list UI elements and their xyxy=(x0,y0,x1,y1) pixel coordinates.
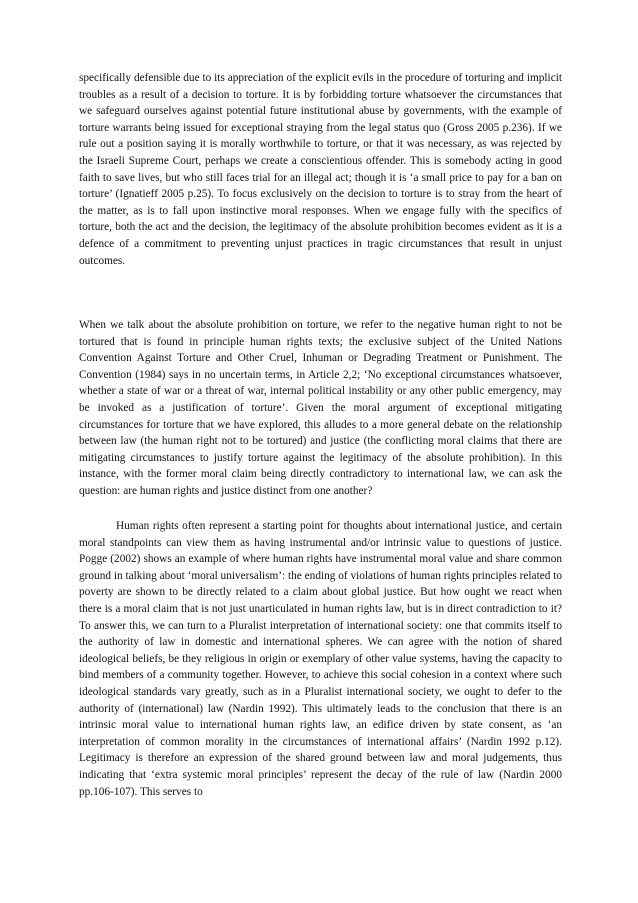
paragraph-text: When we talk about the absolute prohibition on torture, we refer to the negative human right to not be tortured that is found in principle human rights texts; the exclusive subject of the United Nations Convention Against Torture and Other Cruel, Inhuman or Degrading Treatment or Punishment. The Convention (1984) says in no uncertain terms, in Article 2,2; ‘No exceptional circumstances whatsoever, whether a state of war or a threat of war, internal political instability or any other public emergency, may be invoked as a justification of torture’. Given the moral argument of exceptional mitigating circumstances for torture that we have explored, this alludes to a more general debate on the relationship between law (the human right not to be tortured) and justice (the conflicting moral claims that there are mitigating circumstances to justify torture against the legitimacy of the absolute prohibition). In this instance, with the former moral claim being directly contradictory to international law, we can ask the question: are human rights and justice distinct from one another? xyxy=(79,319,562,497)
paragraph-2 xyxy=(79,317,562,500)
paragraph-1 xyxy=(79,70,562,269)
paragraph-text: specifically defensible due to its appreciation of the explicit evils in the procedure of torturing and implicit troubles as a result of a decision to torture. It is by forbidding torture whatsoever the circumstances that we safeguard ourselves against potential future institutional abuse by governments, with the example of torture warrants being issued for exceptional straying from the legal status quo (Gross 2005 p.236). If we rule out a position saying it is morally worthwhile to torture, or that it was necessary, as was rejected by the Israeli Supreme Court, perhaps we create a conscientious offender. This is somebody acting in good faith to save lives, but who still faces trial for an illegal act; though it is ‘a small price to pay for a ban on torture’ (Ignatieff 2005 p.25). To focus exclusively on the decision to torture is to stray from the heart of the matter, as is to fall upon instinctive moral responses. When we engage fully with the specifics of torture, both the act and the decision, the legitimacy of the absolute prohibition becomes evident as it is a defence of a commitment to preventing unjust practices in tragic circumstances that result in unjust outcomes. xyxy=(79,72,562,267)
paragraph-3 xyxy=(79,518,562,800)
paragraph-text: Human rights often represent a starting point for thoughts about international justice, and certain moral standpoints can view them as having instrumental and/or intrinsic value to questions of justice. Pogge (2002) shows an example of where human rights have instrumental moral value and share common ground in talking about ‘moral universalism’: the ending of violations of human rights principles related to poverty are shown to be directly related to a claim about global justice. But how ought we react when there is a moral claim that is not just unarticulated in human rights law, but is in direct contradiction to it? To answer this, we can turn to a Pluralist interpretation of international society: one that commits itself to the authority of law in domestic and international spheres. We can agree with the notion of shared ideological beliefs, be they religious in origin or exemplary of other value systems, having the capacity to bind members of a community together. However, to achieve this social cohesion in a context where such ideological standards vary greatly, such as in a Pluralist international society, we ought to defer to the authority of (international) law (Nardin 1992). This ultimately leads to the conclusion that there is an intrinsic moral value to international human rights law, an edifice driven by state consent, as ‘an interpretation of common morality in the circumstances of international affairs’ (Nardin 1992 p.12). Legitimacy is therefore an expression of the shared ground between law and moral judgements, thus indicating that ‘extra systemic moral principles’ represent the decay of the rule of law (Nardin 2000 pp.106-107). This serves to xyxy=(79,520,562,798)
